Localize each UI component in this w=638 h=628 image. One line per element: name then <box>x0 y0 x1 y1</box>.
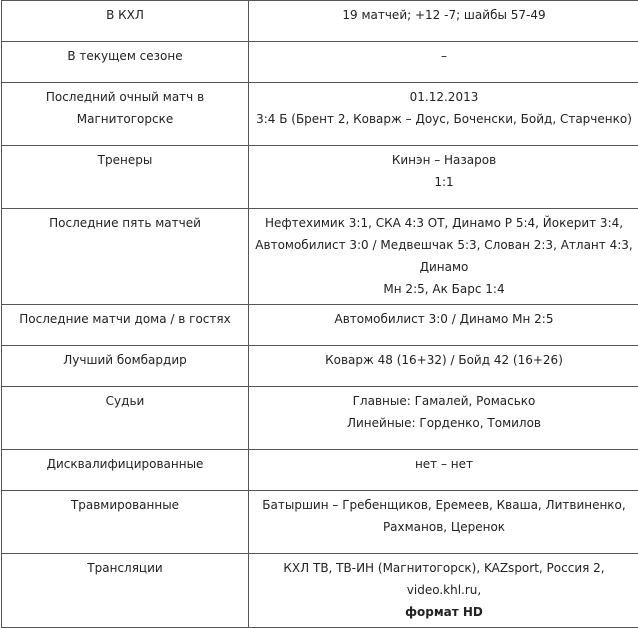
row-value <box>249 387 638 450</box>
table-row <box>2 491 638 554</box>
table-row <box>2 209 638 305</box>
match-stats-table <box>1 0 638 628</box>
row-value <box>249 146 638 209</box>
value-line: Автомобилист 3:0 / Динамо Мн 2:5 <box>253 308 635 330</box>
value-line: Кинэн – Назаров <box>253 149 635 171</box>
value-line: 01.12.2013 <box>253 86 635 108</box>
row-value <box>249 42 638 83</box>
row-value <box>249 209 638 305</box>
table-row <box>2 387 638 450</box>
value-line: 19 матчей; +12 -7; шайбы 57-49 <box>253 4 635 26</box>
table-row <box>2 554 638 628</box>
table-row <box>2 1 638 42</box>
value-line: Батыршин – Гребенщиков, Еремеев, Кваша, Литвиненко, <box>253 494 635 516</box>
row-value <box>249 83 638 146</box>
value-line: – <box>253 45 635 67</box>
row-label: Последние пять матчей <box>2 209 249 305</box>
row-label: Лучший бомбардир <box>2 346 249 387</box>
value-line: 3:4 Б (Брент 2, Коварж – Доус, Боченски, Бойд, Старченко) <box>253 108 635 130</box>
row-value <box>249 1 638 42</box>
row-value <box>249 554 638 628</box>
table-row <box>2 146 638 209</box>
value-line: Главные: Гамалей, Ромасько <box>253 390 635 412</box>
row-value <box>249 491 638 554</box>
value-line: 1:1 <box>253 171 635 193</box>
value-line: Рахманов, Церенок <box>253 516 635 538</box>
row-value <box>249 450 638 491</box>
row-value <box>249 305 638 346</box>
value-line: Нефтехимик 3:1, СКА 4:3 ОТ, Динамо Р 5:4, Йокерит 3:4, <box>253 212 635 234</box>
format-hd-label: формат HD <box>253 601 635 623</box>
value-line: КХЛ ТВ, ТВ-ИН (Магнитогорск), KAZsport, Россия 2, video.khl.ru, <box>253 557 635 601</box>
table-row <box>2 450 638 491</box>
table-row <box>2 42 638 83</box>
table-row <box>2 346 638 387</box>
row-label: В текущем сезоне <box>2 42 249 83</box>
row-value <box>249 346 638 387</box>
table-row <box>2 83 638 146</box>
row-label: Дисквалифицированные <box>2 450 249 491</box>
row-label: Последний очный матч в Магнитогорске <box>2 83 249 146</box>
row-label: Трансляции <box>2 554 249 628</box>
row-label: Судьи <box>2 387 249 450</box>
table-row <box>2 305 638 346</box>
row-label: Последние матчи дома / в гостях <box>2 305 249 346</box>
value-line: Автомобилист 3:0 / Медвешчак 5:3, Слован 2:3, Атлант 4:3, Динамо <box>253 234 635 278</box>
value-line: Линейные: Горденко, Томилов <box>253 412 635 434</box>
value-line: нет – нет <box>253 453 635 475</box>
row-label: В КХЛ <box>2 1 249 42</box>
row-label: Травмированные <box>2 491 249 554</box>
value-line: Мн 2:5, Ак Барс 1:4 <box>253 278 635 300</box>
row-label: Тренеры <box>2 146 249 209</box>
value-line: Коварж 48 (16+32) / Бойд 42 (16+26) <box>253 349 635 371</box>
